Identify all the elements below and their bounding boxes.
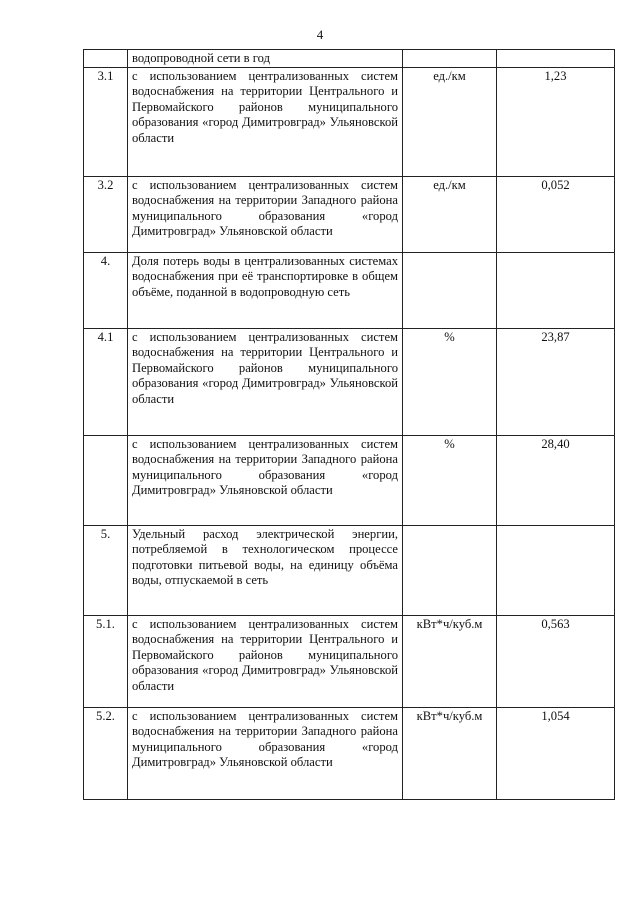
row-number: 5.1.: [84, 615, 128, 707]
unit-cell: ед./км: [403, 67, 497, 176]
table-row: [84, 328, 615, 435]
unit-cell: [403, 252, 497, 328]
value-cell: [497, 525, 615, 615]
unit-cell: %: [403, 435, 497, 525]
unit-cell: %: [403, 328, 497, 435]
row-number: 4.1: [84, 328, 128, 435]
row-number: [84, 50, 128, 68]
indicator-name: с использованием централизованных систем водоснабжения на территории Центрального и Первомайского районов муниципального образования «город Димитровград» Ульяновской области: [128, 615, 403, 707]
table-row: [84, 525, 615, 615]
value-cell: 23,87: [497, 328, 615, 435]
indicator-name: Удельный расход электрической энергии, потребляемой в технологическом процессе подготовки питьевой воды, на единицу объёма воды, отпускаемой в сеть: [128, 525, 403, 615]
row-number: 5.2.: [84, 707, 128, 799]
value-cell: 0,563: [497, 615, 615, 707]
indicator-name: с использованием централизованных систем водоснабжения на территории Центрального и Первомайского районов муниципального образования «город Димитровград» Ульяновской области: [128, 328, 403, 435]
row-number: 5.: [84, 525, 128, 615]
row-number: 3.2: [84, 176, 128, 252]
table-row: [84, 252, 615, 328]
indicator-name: с использованием централизованных систем водоснабжения на территории Западного района муниципального образования «город Димитровград» Ульяновской области: [128, 707, 403, 799]
table-row: [84, 615, 615, 707]
unit-cell: кВт*ч/куб.м: [403, 707, 497, 799]
indicator-name: с использованием централизованных систем водоснабжения на территории Центрального и Первомайского районов муниципального образования «город Димитровград» Ульяновской области: [128, 67, 403, 176]
table-row: [84, 67, 615, 176]
indicator-name: с использованием централизованных систем водоснабжения на территории Западного района муниципального образования «город Димитровград» Ульяновской области: [128, 435, 403, 525]
page-number: 4: [316, 27, 324, 42]
row-number: 3.1: [84, 67, 128, 176]
table-row: [84, 435, 615, 525]
indicator-name: с использованием централизованных систем водоснабжения на территории Западного района муниципального образования «город Димитровград» Ульяновской области: [128, 176, 403, 252]
row-number: 4.: [84, 252, 128, 328]
unit-cell: ед./км: [403, 176, 497, 252]
indicators-table: [83, 49, 615, 800]
value-cell: 0,052: [497, 176, 615, 252]
unit-cell: [403, 50, 497, 68]
table-row: [84, 707, 615, 799]
value-cell: 1,054: [497, 707, 615, 799]
indicator-name: водопроводной сети в год: [128, 50, 403, 68]
row-number: [84, 435, 128, 525]
value-cell: 1,23: [497, 67, 615, 176]
value-cell: [497, 252, 615, 328]
unit-cell: кВт*ч/куб.м: [403, 615, 497, 707]
table-row: [84, 50, 615, 68]
value-cell: [497, 50, 615, 68]
indicator-name: Доля потерь воды в централизованных системах водоснабжения при её транспортировке в общем объёме, поданной в водопроводную сеть: [128, 252, 403, 328]
table-row: [84, 176, 615, 252]
unit-cell: [403, 525, 497, 615]
value-cell: 28,40: [497, 435, 615, 525]
